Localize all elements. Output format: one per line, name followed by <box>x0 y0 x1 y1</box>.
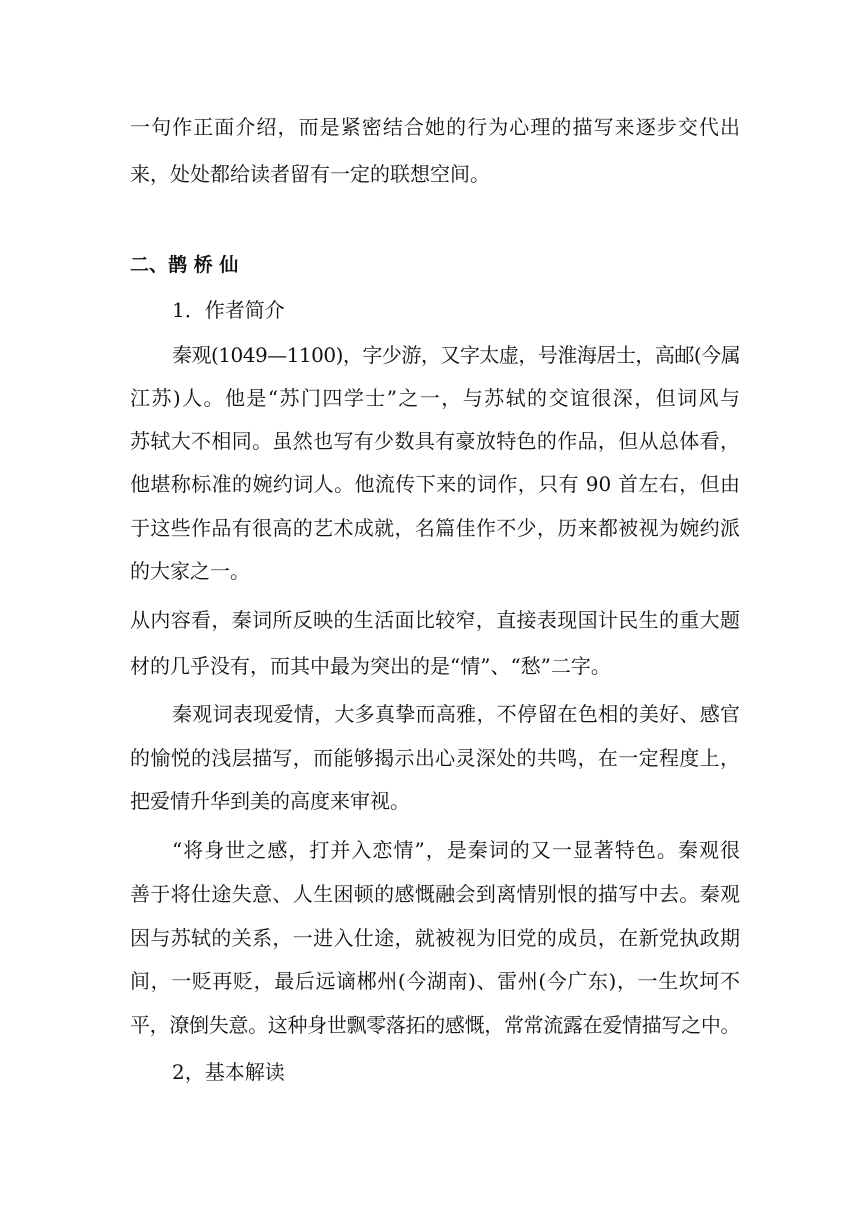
paragraph-line: 平，潦倒失意。这种身世飘零落拓的感慨，常常流露在爱情描写之中。 <box>130 1013 740 1037</box>
paragraph-line: 的愉悦的浅层描写，而能够揭示出心灵深处的共鸣，在一定程度上， <box>130 746 740 770</box>
paragraph-line: 把爱情升华到美的高度来审视。 <box>130 789 410 813</box>
subsection-heading: 1．作者简介 <box>172 298 285 322</box>
paragraph-line: 善于将仕途失意、人生困顿的感慨融会到离情别恨的描写中去。秦观 <box>130 882 740 906</box>
paragraph-line: “将身世之感，打并入恋情”，是秦词的又一显著特色。秦观很 <box>172 838 740 862</box>
paragraph-line: 来，处处都给读者留有一定的联想空间。 <box>130 162 490 186</box>
paragraph-line: 江苏)人。他是“苏门四学士”之一，与苏轼的交谊很深，但词风与 <box>130 386 740 410</box>
paragraph-line: 苏轼大不相同。虽然也写有少数具有豪放特色的作品，但从总体看， <box>130 429 740 453</box>
section-heading: 二、鹊 桥 仙 <box>130 254 239 276</box>
paragraph-line: 秦观(1049—1100)，字少游，又字太虚，号淮海居士，高邮(今属 <box>172 343 741 367</box>
paragraph-line: 间，一贬再贬，最后远谪郴州(今湖南)、雷州(今广东)，一生坎坷不 <box>130 969 740 993</box>
paragraph-line: 一句作正面介绍，而是紧密结合她的行为心理的描写来逐步交代出 <box>130 115 740 139</box>
paragraph-line: 因与苏轼的关系，一进入仕途，就被视为旧党的成员，在新党执政期 <box>130 926 740 950</box>
paragraph-line: 秦观词表现爱情，大多真挚而高雅，不停留在色相的美好、感官 <box>172 702 740 726</box>
paragraph-line: 的大家之一。 <box>130 559 250 583</box>
paragraph-line: 材的几乎没有，而其中最为突出的是“情”、“愁”二字。 <box>130 654 611 678</box>
subsection-heading: 2，基本解读 <box>172 1060 285 1084</box>
paragraph-line: 从内容看，秦词所反映的生活面比较窄，直接表现国计民生的重大题 <box>130 608 740 632</box>
paragraph-line: 于这些作品有很高的艺术成就，名篇佳作不少，历来都被视为婉约派 <box>130 516 740 540</box>
paragraph-line: 他堪称标准的婉约词人。他流传下来的词作，只有 90 首左右，但由 <box>130 472 740 496</box>
